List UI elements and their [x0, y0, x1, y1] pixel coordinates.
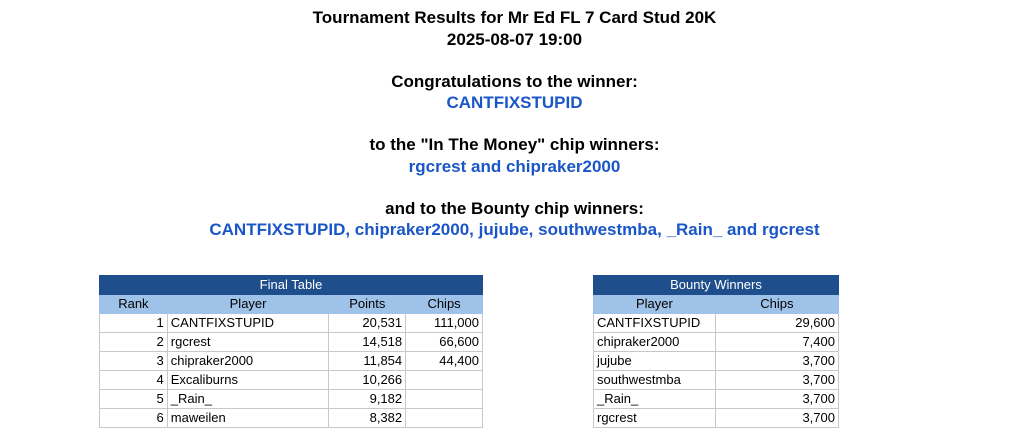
col-header-chips: Chips	[406, 295, 483, 314]
table-row	[100, 409, 483, 428]
table-row	[100, 390, 483, 409]
player-cell: Excaliburns	[167, 371, 329, 390]
results-datetime: 2025-08-07 19:00	[446, 30, 583, 49]
points-cell: 9,182	[329, 390, 406, 409]
final-table-title: Final Table	[100, 276, 483, 295]
chips-cell: 3,700	[715, 371, 838, 390]
chips-cell: 44,400	[406, 352, 483, 371]
player-cell: rgcrest	[594, 409, 716, 428]
chips-cell: 111,000	[406, 314, 483, 333]
player-cell: jujube	[594, 352, 716, 371]
congrats-label: Congratulations to the winner:	[391, 72, 638, 91]
table-row	[100, 371, 483, 390]
rank-cell: 5	[100, 390, 168, 409]
winner-name: CANTFIXSTUPID	[446, 93, 583, 112]
table-row	[100, 333, 483, 352]
chips-cell: 3,700	[715, 352, 838, 371]
chips-cell: 3,700	[715, 409, 838, 428]
points-cell: 11,854	[329, 352, 406, 371]
player-cell: CANTFIXSTUPID	[594, 314, 716, 333]
chips-cell: 3,700	[715, 390, 838, 409]
bounty-table-title: Bounty Winners	[594, 276, 839, 295]
chips-cell	[406, 390, 483, 409]
results-title: Tournament Results for Mr Ed FL 7 Card Stud 20K	[312, 8, 717, 27]
bounty-label: and to the Bounty chip winners:	[385, 199, 644, 218]
col-header-points: Points	[329, 295, 406, 314]
rank-cell: 1	[100, 314, 168, 333]
chips-cell: 66,600	[406, 333, 483, 352]
col-header-rank: Rank	[100, 295, 168, 314]
player-cell: _Rain_	[167, 390, 329, 409]
player-cell: CANTFIXSTUPID	[167, 314, 329, 333]
table-row	[594, 371, 839, 390]
final-table	[99, 275, 483, 428]
chips-cell	[406, 371, 483, 390]
table-row	[594, 314, 839, 333]
player-cell: southwestmba	[594, 371, 716, 390]
table-row	[594, 352, 839, 371]
rank-cell: 3	[100, 352, 168, 371]
itm-winners: rgcrest and chipraker2000	[408, 157, 621, 176]
player-cell: chipraker2000	[594, 333, 716, 352]
rank-cell: 6	[100, 409, 168, 428]
table-row	[100, 314, 483, 333]
col-header-player: Player	[167, 295, 329, 314]
chips-cell	[406, 409, 483, 428]
player-cell: chipraker2000	[167, 352, 329, 371]
table-row	[594, 409, 839, 428]
points-cell: 10,266	[329, 371, 406, 390]
rank-cell: 4	[100, 371, 168, 390]
rank-cell: 2	[100, 333, 168, 352]
table-row	[100, 352, 483, 371]
table-row	[594, 390, 839, 409]
bounty-winners-list: CANTFIXSTUPID, chipraker2000, jujube, southwestmba, _Rain_ and rgcrest	[209, 220, 820, 239]
chips-cell: 29,600	[715, 314, 838, 333]
bounty-table	[593, 275, 839, 428]
points-cell: 20,531	[329, 314, 406, 333]
points-cell: 8,382	[329, 409, 406, 428]
chips-cell: 7,400	[715, 333, 838, 352]
player-cell: maweilen	[167, 409, 329, 428]
col-header-chips: Chips	[715, 295, 838, 314]
col-header-player: Player	[594, 295, 716, 314]
player-cell: rgcrest	[167, 333, 329, 352]
points-cell: 14,518	[329, 333, 406, 352]
player-cell: _Rain_	[594, 390, 716, 409]
itm-label: to the "In The Money" chip winners:	[369, 135, 660, 154]
table-row	[594, 333, 839, 352]
